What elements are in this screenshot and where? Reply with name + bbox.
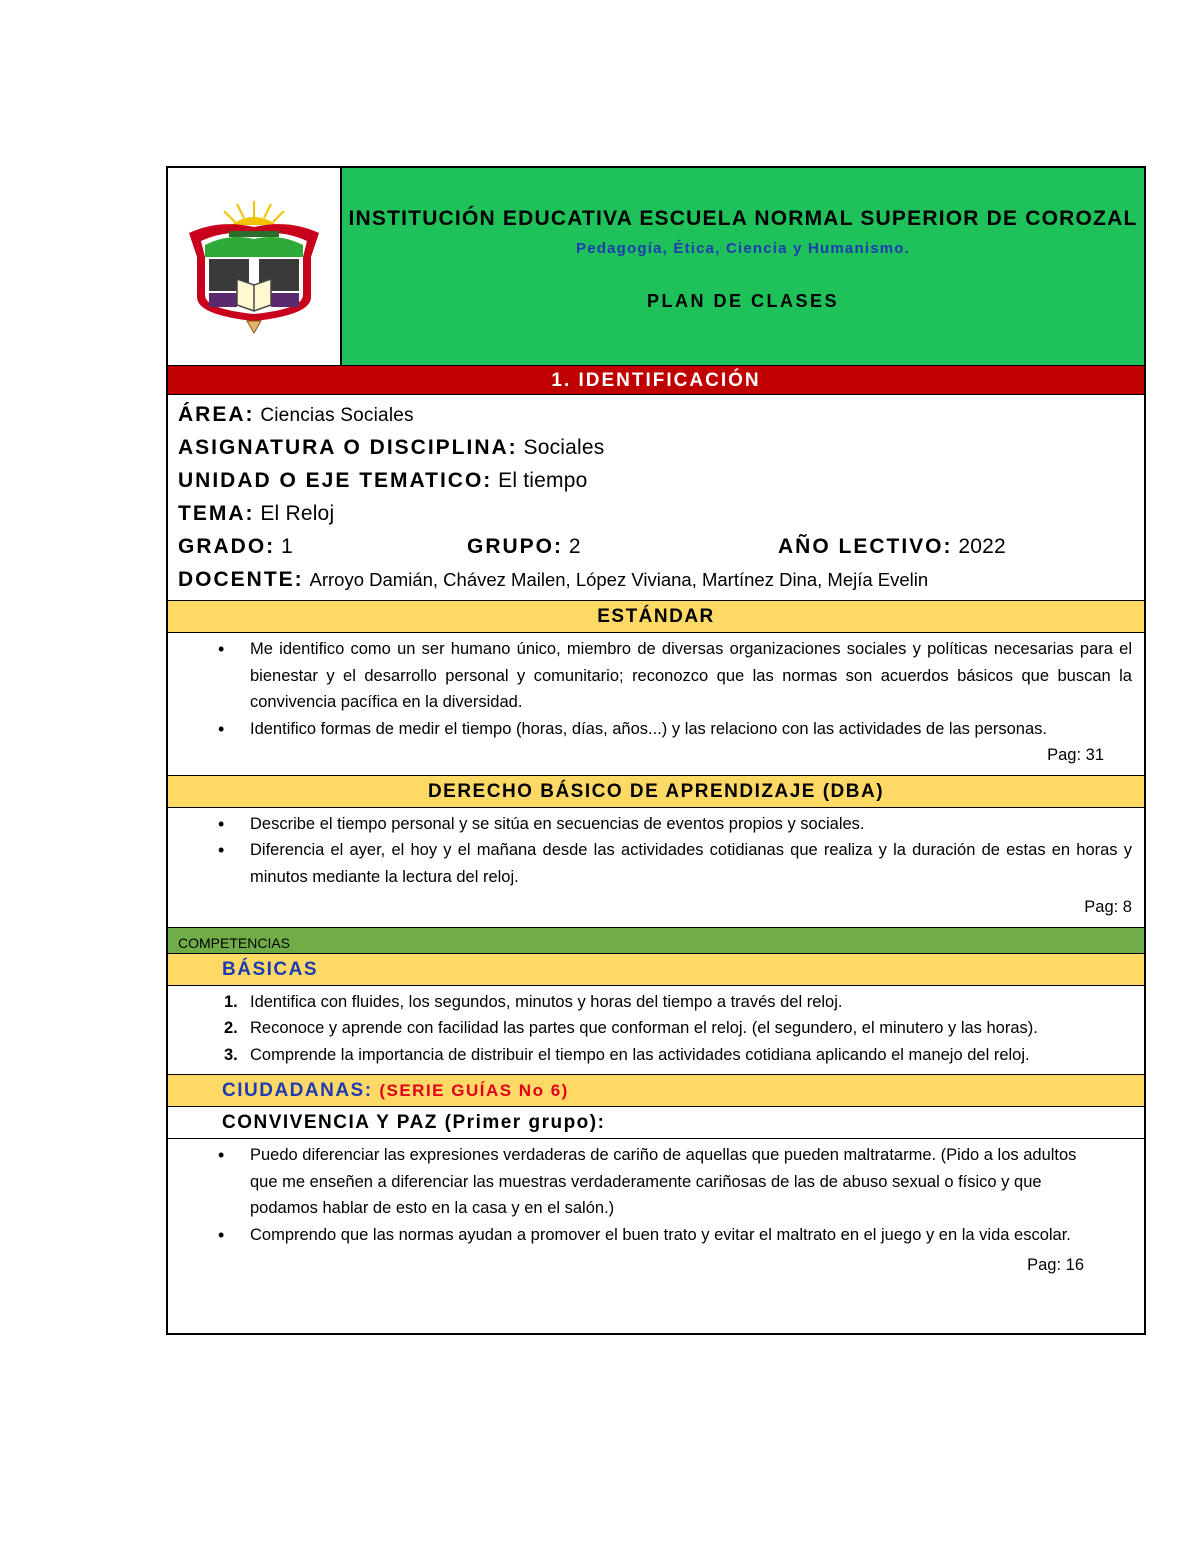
list-item	[224, 989, 1084, 1016]
basicas-content	[168, 986, 1144, 1076]
estandar-content	[168, 633, 1144, 776]
grupo-field	[467, 530, 778, 563]
list-item: • Diferencia el ayer, el hoy y el mañana desde las actividades cotidianas que realiza y la duración de estas en horas y minutos mediante la lectura del reloj.	[250, 837, 1132, 890]
anio-field	[778, 530, 1006, 563]
grupo-value: 2	[568, 535, 581, 558]
docente-label: DOCENTE:	[178, 568, 304, 591]
dba-content	[168, 808, 1144, 928]
document-header	[168, 168, 1144, 366]
docente-line	[178, 563, 1134, 596]
tema-line	[178, 497, 1134, 530]
item-text: Comprende la importancia de distribuir el tiempo en las actividades cotidiana aplicando el manejo del reloj.	[250, 1045, 1030, 1064]
list-item	[224, 1042, 1084, 1069]
basicas-heading: BÁSICAS	[168, 954, 1144, 986]
asignatura-value: Sociales	[523, 436, 605, 459]
estandar-page-ref: Pag: 31	[1047, 746, 1104, 764]
item-number: 1.	[224, 992, 238, 1011]
tema-value: El Reloj	[260, 502, 335, 525]
item-number: 2.	[224, 1019, 238, 1037]
item-number: 3.	[224, 1045, 238, 1064]
section-estandar-heading: ESTÁNDAR	[168, 601, 1144, 633]
unidad-label: UNIDAD O EJE TEMATICO:	[178, 469, 493, 492]
convivencia-heading: CONVIVENCIA Y PAZ (Primer grupo):	[168, 1107, 1144, 1139]
plan-title: PLAN DE CLASES	[646, 291, 840, 311]
ciudadanas-content	[168, 1139, 1144, 1333]
asignatura-label: ASIGNATURA O DISCIPLINA:	[178, 436, 518, 459]
institution-name: INSTITUCIÓN EDUCATIVA ESCUELA NORMAL SUPERIOR DE COROZAL	[348, 207, 1138, 230]
item-text: Identifica con fluides, los segundos, minutos y horas del tiempo a través del reloj.	[250, 992, 843, 1011]
ciudadanas-list	[178, 1142, 1084, 1248]
anio-label: AÑO LECTIVO:	[778, 535, 953, 558]
list-item	[224, 1015, 1084, 1042]
lesson-plan-document	[166, 166, 1146, 1335]
ciudadanas-label: CIUDADANAS:	[222, 1080, 373, 1101]
school-logo-cell	[168, 168, 342, 365]
asignatura-line	[178, 431, 1134, 464]
school-crest-logo	[179, 197, 329, 337]
list-item: • Me identifico como un ser humano único, miembro de diversas organizaciones sociales y políticas necesarias para el bienestar y el desarrollo personal y comunitario; reconozco que las normas son acuerdos básicos que buscan la convivencia pacífica en la diversidad.	[250, 636, 1132, 716]
section-identificacion-heading: 1. IDENTIFICACIÓN	[168, 366, 1144, 395]
ciudadanas-heading	[168, 1075, 1144, 1107]
list-item: • Comprendo que las normas ayudan a promover el buen trato y evitar el maltrato en el juego y en la vida escolar.	[250, 1222, 1084, 1249]
item-text: Reconoce y aprende con facilidad las partes que conforman el reloj. (el segundero, el minutero y las horas).	[250, 1019, 1038, 1037]
area-line	[178, 398, 1134, 431]
tema-label: TEMA:	[178, 502, 255, 525]
list-item: • Describe el tiempo personal y se sitúa en secuencias de eventos propios y sociales.	[250, 811, 1132, 838]
area-value: Ciencias Sociales	[260, 405, 414, 426]
docente-value: Arroyo Damián, Chávez Mailen, López Viviana, Martínez Dina, Mejía Evelin	[309, 569, 929, 590]
basicas-list	[178, 989, 1084, 1069]
list-item: • Identifico formas de medir el tiempo (horas, días, años...) y las relaciono con las actividades de las personas.	[250, 716, 1132, 743]
grado-field	[178, 530, 467, 563]
institution-title-cell	[342, 168, 1144, 365]
dba-list	[178, 811, 1132, 891]
grado-value: 1	[281, 535, 293, 558]
estandar-list	[178, 636, 1132, 742]
ciudadanas-serie: (SERIE GUÍAS No 6)	[379, 1081, 569, 1100]
grado-label: GRADO:	[178, 535, 276, 558]
institution-motto: Pedagogía, Ética, Ciencia y Humanismo.	[575, 240, 911, 257]
unidad-value: El tiempo	[498, 469, 588, 492]
unidad-line	[178, 464, 1134, 497]
identification-block	[168, 395, 1144, 601]
section-competencias-heading: COMPETENCIAS	[168, 928, 1144, 954]
grupo-label: GRUPO:	[467, 535, 563, 558]
list-item: • Puedo diferenciar las expresiones verdaderas de cariño de aquellas que pueden maltratarme. (Pido a los adultos que me enseñen a diferenciar las muestras verdaderamente cariñosas de las de abuso sexual o físico y que podamos hablar de esto en la casa y en el salón.)	[250, 1142, 1084, 1222]
grado-grupo-anio-line	[178, 530, 1134, 563]
section-dba-heading: DERECHO BÁSICO DE APRENDIZAJE (DBA)	[168, 776, 1144, 808]
area-label: ÁREA:	[178, 403, 255, 426]
dba-page-ref: Pag: 8	[1084, 898, 1132, 916]
anio-value: 2022	[958, 535, 1006, 558]
ciudadanas-page-ref: Pag: 16	[1027, 1256, 1084, 1274]
